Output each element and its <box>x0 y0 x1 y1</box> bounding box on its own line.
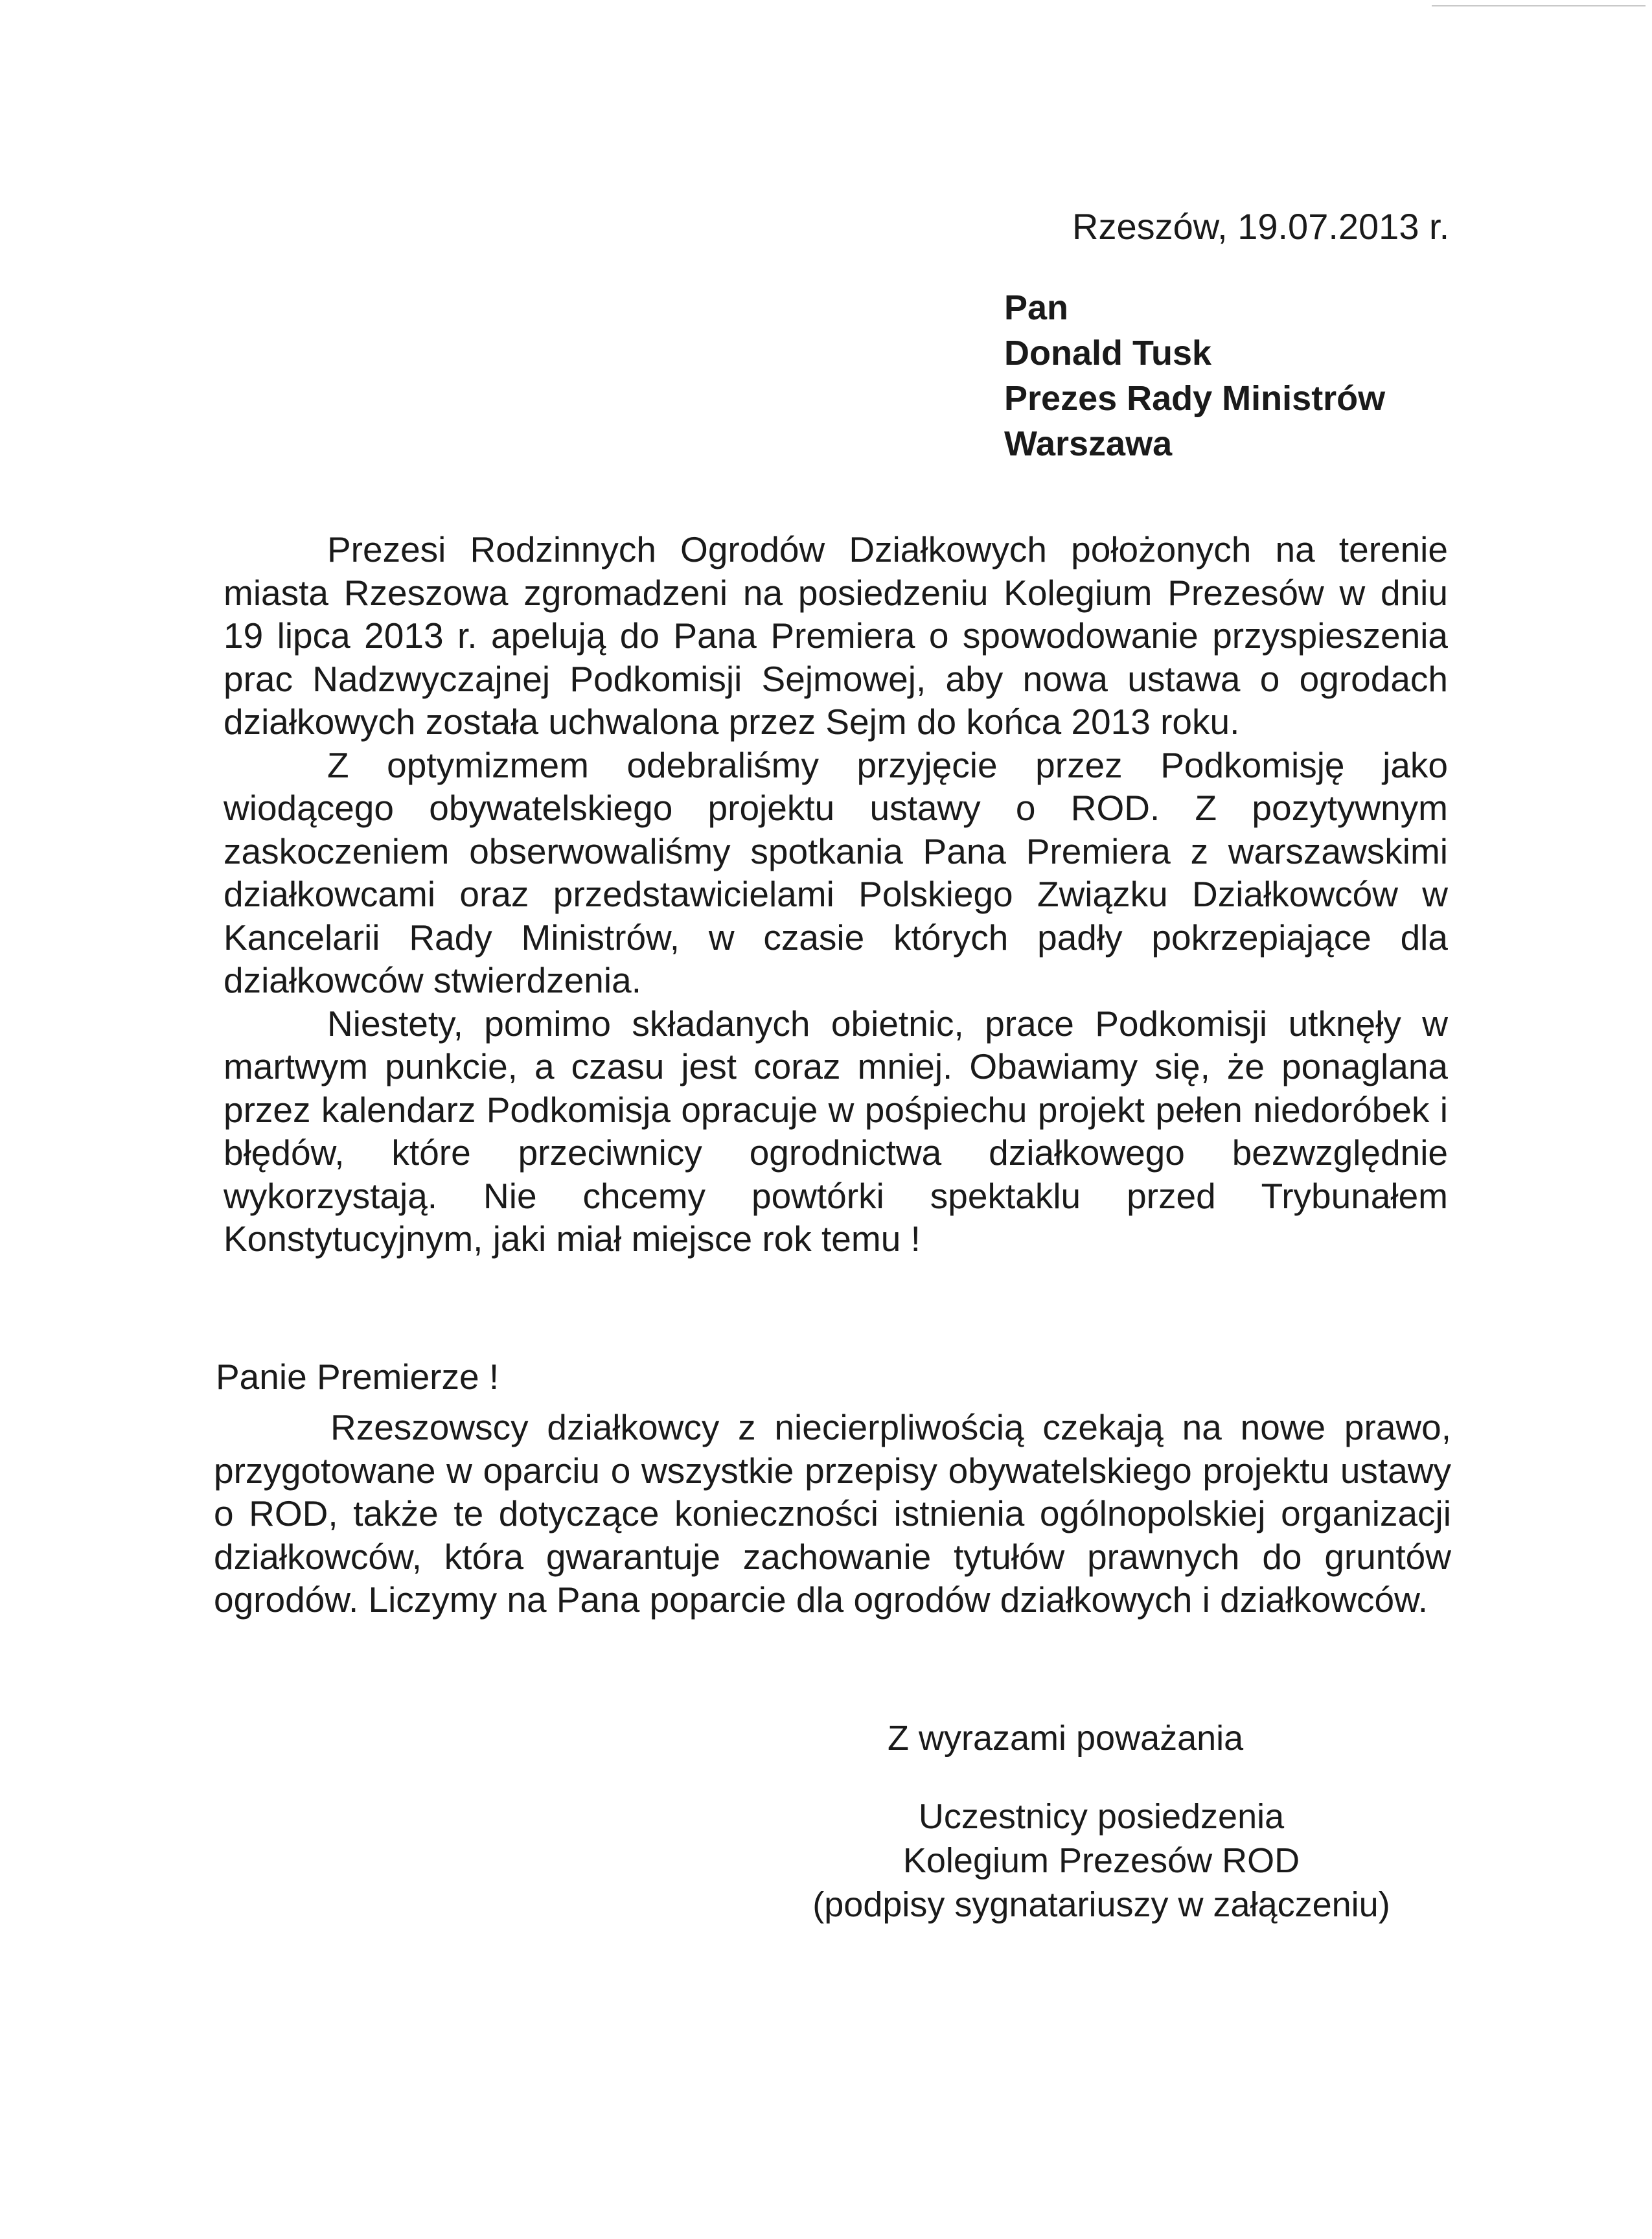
recipient-city: Warszawa <box>1004 424 1173 463</box>
salutation: Panie Premierze ! <box>216 1357 499 1397</box>
closing-regards: Z wyrazami poważania <box>888 1719 1244 1758</box>
recipient-title: Pan <box>1004 288 1069 327</box>
signature-line-2: Kolegium Prezesów ROD <box>902 1841 1300 1880</box>
recipient-name: Donald Tusk <box>1004 334 1212 373</box>
signature-line-3: (podpisy sygnatariuszy w załączeniu) <box>812 1885 1390 1924</box>
body-paragraph-2: Z optymizmem odebraliśmy przyjęcie przez Podkomisję jako wiodącego obywatelskiego projektu ustawy o ROD. Z pozytywnym zaskoczeniem obserwowaliśmy spotkania Pana Premiera z warszawskimi działkowcami oraz przedstawicielami Polskiego Związku Działkowców w Kancelarii Rady Ministrów, w czasie których padły pokrzepiające dla działkowców stwierdzenia. <box>224 744 1448 1000</box>
recipient-position: Prezes Rady Ministrów <box>1004 379 1386 418</box>
scan-edge-line <box>1432 5 1646 6</box>
letter-body <box>224 528 1448 1261</box>
body-paragraph-3: Niestety, pomimo składanych obietnic, prace Podkomisji utknęły w martwym punkcie, a czasu jest coraz mniej. Obawiamy się, że ponaglana przez kalendarz Podkomisja opracuje w pośpiechu projekt pełen niedoróbek i błędów, które przeciwnicy ogrodnictwa działkowego bezwzględnie wykorzystają. Nie chcemy powtórki spektaklu przed Trybunałem Konstytucyjnym, jaki miał miejsce rok temu ! <box>224 1003 1448 1259</box>
letter-body-final <box>214 1406 1451 1622</box>
signature-block <box>777 1795 1425 1927</box>
body-paragraph-4: Rzeszowscy działkowcy z niecierpliwością czekają na nowe prawo, przygotowane w oparciu o wszystkie przepisy obywatelskiego projektu ustawy o ROD, także te dotyczące konieczności istnienia ogólnopolskiej organizacji działkowców, która gwarantuje zachowanie tytułów prawnych do gruntów ogrodów. Liczymy na Pana poparcie dla ogrodów działkowych i działkowców. <box>214 1407 1451 1620</box>
recipient-block <box>1004 285 1385 466</box>
place-date: Rzeszów, 19.07.2013 r. <box>1072 206 1450 247</box>
signature-line-1: Uczestnicy posiedzenia <box>918 1797 1285 1836</box>
body-paragraph-1: Prezesi Rodzinnych Ogrodów Działkowych położonych na terenie miasta Rzeszowa zgromadzeni na posiedzeniu Kolegium Prezesów w dniu 19 lipca 2013 r. apelują do Pana Premiera o spowodowanie przyspieszenia prac Nadzwyczajnej Podkomisji Sejmowej, aby nowa ustawa o ogrodach działkowych została uchwalona przez Sejm do końca 2013 roku. <box>224 529 1448 742</box>
